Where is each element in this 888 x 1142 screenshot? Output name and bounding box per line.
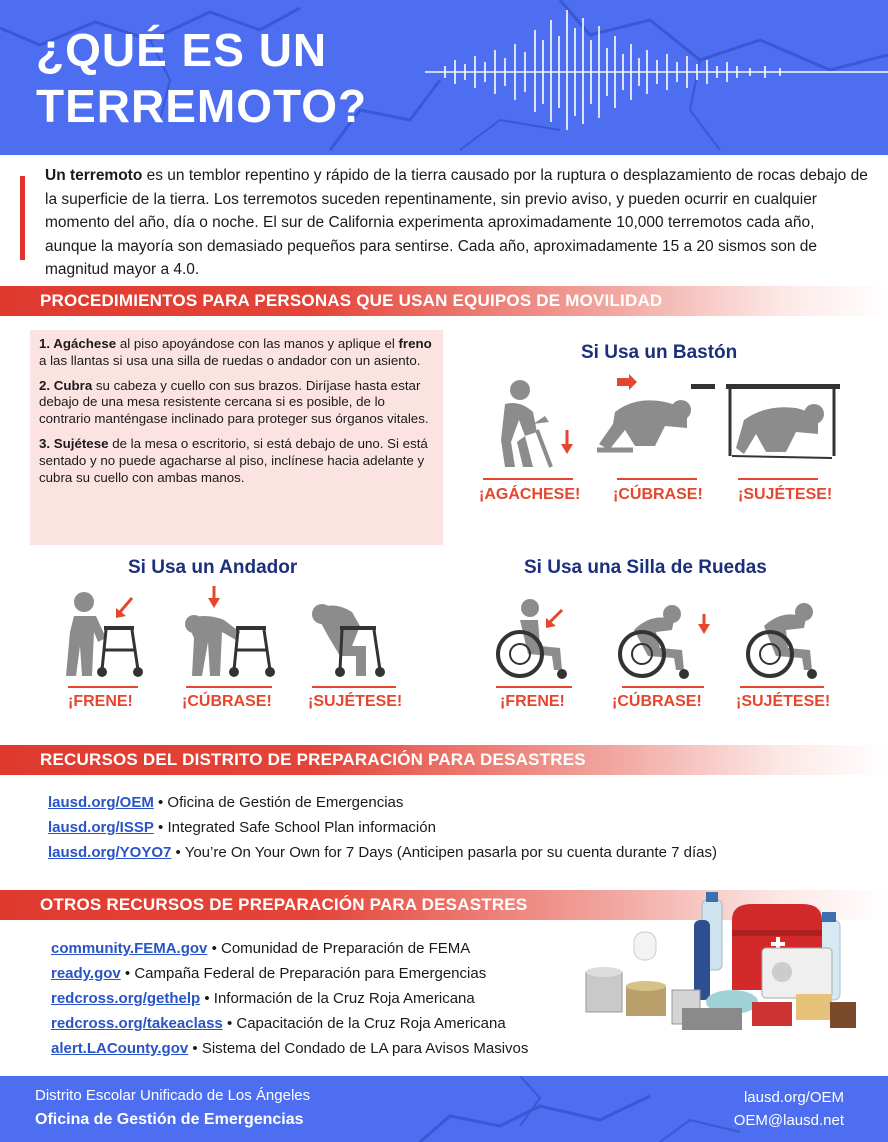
- wheelchair-label-1: ¡FRENE!: [500, 693, 565, 710]
- walker-brake-figure: [58, 586, 158, 721]
- label-underline: [617, 478, 697, 480]
- intro-text: es un temblor repentino y rápido de la tierra causado por la ruptura o desplazamiento de rocas debajo de la superficie de la tierra. Los terremotos suceden repentinamente, sin previo aviso, y pueden ocurrir en cualquier momento del año, día o noche. El sur de California experimenta aproximadamente 10,000 terremotos cada año, aunque la mayoría son demasiado pequeños para sentirse. Cada año, aproximadamente 15 a 20 sismos son de magnitud mayor a 4.0.: [45, 167, 868, 278]
- step-1: 1. Agáchese al piso apoyándose con las manos y aplique el freno a las llantas si usa una silla de ruedas o andador con un asiento.: [39, 336, 432, 368]
- crack-decoration: [0, 1076, 888, 1142]
- walker-cover-figure: [180, 586, 280, 721]
- wheelchair-group-title: Si Usa una Silla de Ruedas: [524, 557, 767, 578]
- seismograph-wave-icon: [425, 0, 888, 155]
- footer-office: Oficina de Gestión de Emergencias: [35, 1111, 304, 1128]
- cane-cover-figure: [595, 372, 715, 507]
- footer-org: Distrito Escolar Unificado de Los Ángeles: [35, 1087, 311, 1104]
- header-banner: [0, 0, 888, 155]
- other-heading: OTROS RECURSOS DE PREPARACIÓN PARA DESASTRES: [40, 895, 528, 914]
- label-underline: [622, 686, 704, 688]
- label-underline: [738, 478, 818, 480]
- cane-label-2: ¡CÚBRASE!: [613, 486, 703, 503]
- label-underline: [312, 686, 396, 688]
- step-3: 3. Sujétese de la mesa o escritorio, si está debajo de uno. Si está sentado y no puede agacharse al piso, inclínese hacia adelante y cubra su cuello con ambas manos.: [39, 435, 428, 485]
- cane-group-title: Si Usa un Bastón: [581, 342, 738, 363]
- intro-paragraph: [45, 164, 870, 282]
- list-item: redcross.org/gethelp • Información de la Cruz Roja Americana: [51, 990, 475, 1007]
- district-link-issp[interactable]: lausd.org/ISSP: [48, 819, 154, 836]
- list-item: redcross.org/takeaclass • Capacitación de la Cruz Roja Americana: [51, 1015, 506, 1032]
- district-resource-list: [48, 790, 717, 865]
- label-underline: [496, 686, 572, 688]
- step-2: 2. Cubra su cabeza y cuello con sus brazos. Diríjase hasta estar debajo de una mesa resistente cercana si es posible, de lo contrario manténgase inclinado para proteger sus órganos vitales.: [39, 377, 429, 427]
- cane-hold-figure: [722, 372, 842, 507]
- wheelchair-label-2: ¡CÚBRASE!: [612, 693, 702, 710]
- redcross-gethelp-link[interactable]: redcross.org/gethelp: [51, 990, 201, 1007]
- walker-label-1: ¡FRENE!: [68, 693, 133, 710]
- list-item: community.FEMA.gov • Comunidad de Preparación de FEMA: [51, 940, 471, 957]
- person-kneeling-cover-icon: [595, 372, 715, 472]
- list-item: lausd.org/YOYO7 • You’re On Your Own for 7 Days (Anticipen pasarla por su cuenta durante 7 días): [48, 844, 717, 861]
- redcross-takeaclass-link[interactable]: redcross.org/takeaclass: [51, 1015, 223, 1032]
- person-wheelchair-bent-icon: [612, 596, 712, 681]
- mobility-section-banner: [0, 286, 888, 316]
- cane-label-3: ¡SUJÉTESE!: [738, 486, 833, 503]
- wheelchair-hold-figure: [736, 596, 840, 721]
- wheelchair-brake-figure: [490, 596, 580, 721]
- label-underline: [68, 686, 138, 688]
- list-item: ready.gov • Campaña Federal de Preparación para Emergencias: [51, 965, 487, 982]
- title-line-1: ¿QUÉ ES UN: [36, 24, 328, 76]
- intro-section: [20, 164, 870, 282]
- walker-hold-figure: [300, 586, 410, 721]
- label-underline: [483, 478, 573, 480]
- mobility-heading: PROCEDIMIENTOS PARA PERSONAS QUE USAN EQUIPOS DE MOVILIDAD: [40, 291, 663, 310]
- title-line-2: TERREMOTO?: [36, 80, 368, 132]
- footer-website-link[interactable]: lausd.org/OEM: [743, 1089, 844, 1106]
- alert-lacounty-link[interactable]: alert.LACounty.gov: [51, 1040, 189, 1057]
- person-with-cane-icon: [475, 372, 590, 472]
- steps-box: [30, 330, 443, 545]
- cane-drop-figure: [475, 372, 590, 507]
- district-heading: RECURSOS DEL DISTRITO DE PREPARACIÓN PARA DESASTRES: [40, 750, 586, 769]
- fema-link[interactable]: community.FEMA.gov: [51, 940, 208, 957]
- person-seated-walker-icon: [300, 586, 410, 681]
- district-link-oem[interactable]: lausd.org/OEM: [48, 794, 154, 811]
- emergency-supplies-icon: [582, 890, 862, 1040]
- person-wheelchair-cover-icon: [740, 596, 840, 681]
- page-title: [36, 22, 367, 134]
- person-under-table-icon: [722, 372, 842, 472]
- wheelchair-cover-figure: [612, 596, 712, 721]
- wheelchair-label-3: ¡SUJÉTESE!: [736, 693, 831, 710]
- footer: [0, 1076, 888, 1142]
- cane-label-1: ¡AGÁCHESE!: [479, 486, 581, 503]
- list-item: lausd.org/OEM • Oficina de Gestión de Emergencias: [48, 794, 404, 811]
- list-item: lausd.org/ISSP • Integrated Safe School Plan información: [48, 819, 436, 836]
- walker-group-title: Si Usa un Andador: [128, 557, 298, 578]
- person-bent-walker-icon: [180, 586, 280, 681]
- ready-link[interactable]: ready.gov: [51, 965, 121, 982]
- walker-label-2: ¡CÚBRASE!: [182, 693, 272, 710]
- walker-label-3: ¡SUJÉTESE!: [308, 693, 403, 710]
- intro-term: Un terremoto: [45, 167, 143, 184]
- label-underline: [740, 686, 824, 688]
- intro-accent-bar: [20, 176, 25, 260]
- person-with-walker-icon: [58, 586, 158, 681]
- footer-email-link[interactable]: OEM@lausd.net: [733, 1112, 844, 1129]
- list-item: alert.LACounty.gov • Sistema del Condado de LA para Avisos Masivos: [51, 1040, 529, 1057]
- district-link-yoyo7[interactable]: lausd.org/YOYO7: [48, 844, 172, 861]
- district-section-banner: [0, 745, 888, 775]
- person-wheelchair-icon: [490, 596, 580, 681]
- label-underline: [186, 686, 272, 688]
- other-resource-list: [51, 936, 528, 1061]
